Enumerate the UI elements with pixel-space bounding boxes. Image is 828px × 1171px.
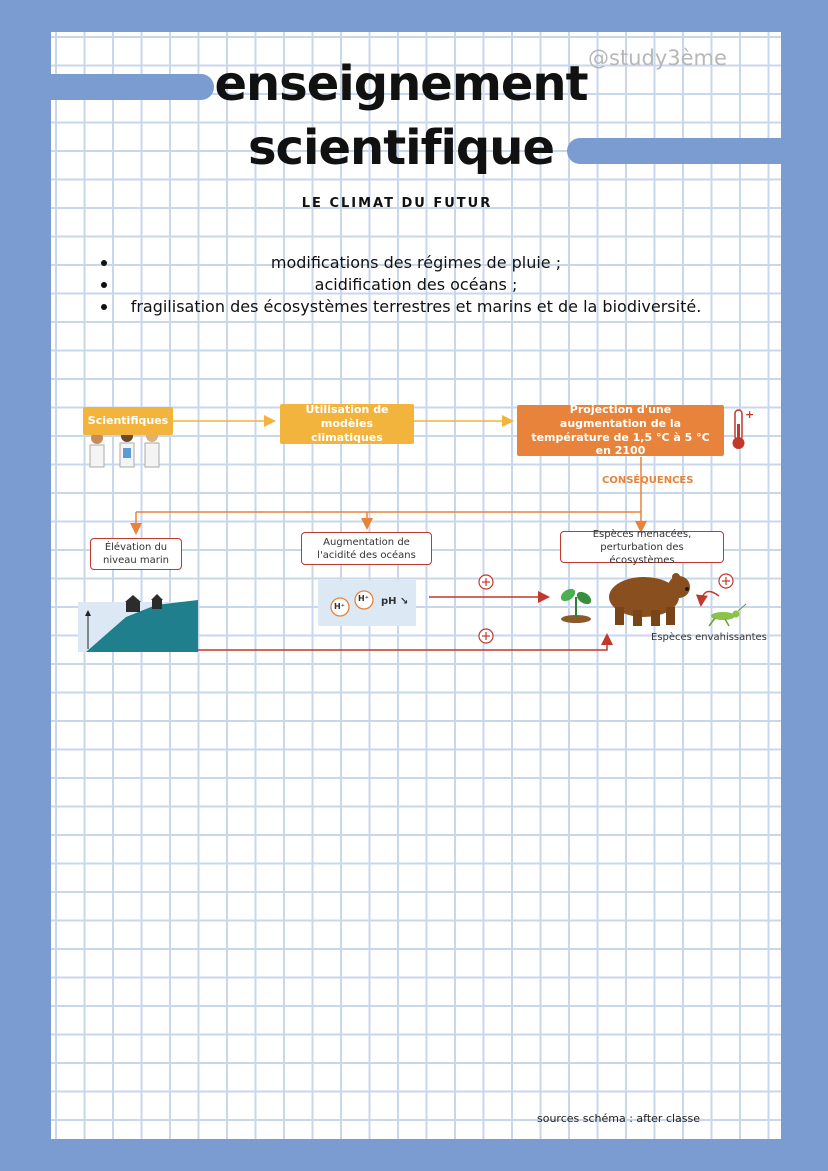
invasive-species-label: Espèces envahissantes xyxy=(651,632,767,643)
sea-level-box: Élévation du niveau marin xyxy=(90,538,182,570)
title-line-2: scientifique xyxy=(247,120,555,176)
bullet-item: fragilisation des écosystèmes terrestres et marins et de la biodiversité. xyxy=(91,296,741,318)
notebook-page xyxy=(51,32,781,1139)
scientists-box: Scientifiques xyxy=(83,407,173,435)
plant-icon xyxy=(559,586,594,623)
thermometer-icon xyxy=(733,408,755,449)
plus-circle-icon xyxy=(479,629,493,643)
climate-models-box: Utilisation de modèles climatiques xyxy=(280,404,414,444)
bullet-item: acidification des océans ; xyxy=(91,274,741,296)
consequences-label: CONSÉQUENCES xyxy=(602,475,694,486)
sea-level-illustration xyxy=(78,594,198,652)
h-ion-label: H⁺ xyxy=(358,594,369,603)
ocean-acidity-box: Augmentation de l'acidité des océans xyxy=(301,532,432,565)
temperature-projection-box: Projection d'une augmentation de la température de 1,5 °C à 5 °C en 2100 xyxy=(517,405,724,456)
arrow-sea-to-species xyxy=(198,636,607,650)
author-handle: @study3ème xyxy=(588,46,727,70)
plus-circle-icon xyxy=(719,574,733,588)
arrow-invasive-to-species xyxy=(701,592,719,605)
ph-label: pH ↘ xyxy=(381,596,409,607)
scientists-illustration xyxy=(90,430,159,467)
bullet-item: modifications des régimes de pluie ; xyxy=(91,252,741,274)
svg-text:+: + xyxy=(745,408,755,421)
page-subtitle: LE CLIMAT DU FUTUR xyxy=(301,196,493,211)
source-note: sources schéma : after classe xyxy=(537,1112,701,1125)
grasshopper-icon xyxy=(709,604,746,626)
h-ion-label: H⁺ xyxy=(334,602,345,611)
threatened-species-box: Espèces menacées, perturbation des écosystèmes xyxy=(560,531,724,563)
bear-icon xyxy=(609,573,690,626)
climate-diagram xyxy=(51,32,781,1139)
title-line-1: enseignement xyxy=(214,56,588,112)
plus-circle-icon xyxy=(479,575,493,589)
